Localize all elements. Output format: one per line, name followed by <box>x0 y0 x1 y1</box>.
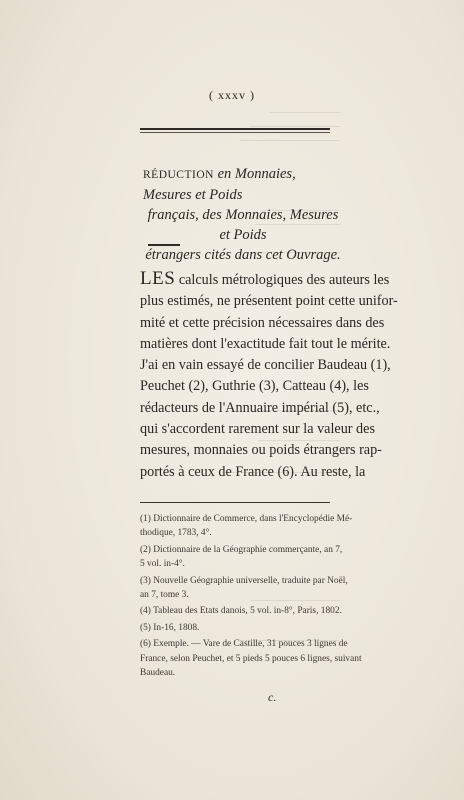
footnote-line: (1) Dictionnaire de Commerce, dans l'Encyclopédie Mé- <box>140 514 353 524</box>
header-rule-thin <box>140 132 330 133</box>
section-title <box>143 164 343 265</box>
body-line: portés à ceux de France (6). Au reste, la <box>140 463 366 480</box>
footnote-line: (4) Tableau des Etats danois, 5 vol. in-8°, Paris, 1802. <box>140 606 342 617</box>
body-paragraph <box>140 268 398 483</box>
footnote-5 <box>140 621 336 635</box>
body-line: LES calculs métrologiques des auteurs les <box>140 268 390 289</box>
body-line: mesures, monnaies ou poids étrangers rap- <box>140 442 382 459</box>
footnote-6 <box>140 637 362 680</box>
dropcap-word: LES <box>140 268 176 289</box>
section-divider <box>148 244 180 246</box>
header-rule <box>140 128 330 130</box>
title-line-1: RÉDUCTION en Monnaies, Mesures et Poids <box>143 166 296 203</box>
footnote-4 <box>140 604 342 618</box>
footnote-line: (6) Exemple. — Vare de Castille, 31 pouces 3 lignes de <box>140 639 348 650</box>
footnote-line: France, selon Peuchet, et 5 pieds 5 pouces 6 lignes, suivant <box>140 653 362 664</box>
footnote-3 <box>140 574 348 603</box>
footnote-line: (5) In-16, 1808. <box>140 622 200 633</box>
footnote-line: thodique, 1783, 4°. <box>140 528 212 539</box>
title-smallcaps: RÉDUCTION <box>143 169 214 181</box>
footnote-line: 5 vol. in-4°. <box>140 559 185 570</box>
body-line: J'ai en vain essayé de concilier Baudeau (1), <box>140 357 391 374</box>
page-number: ( xxxv ) <box>209 88 255 102</box>
title-line-3: étrangers cités dans cet Ouvrage. <box>145 247 341 263</box>
footnote-line: (3) Nouvelle Géographie universelle, traduite par Noël, <box>140 575 348 586</box>
footnote-line: an 7, tome 3. <box>140 590 189 601</box>
catchword: c. <box>268 690 277 704</box>
body-line: Peuchet (2), Guthrie (3), Catteau (4), les <box>140 378 369 395</box>
body-line: mité et cette précision nécessaires dans des <box>140 314 385 331</box>
footnote-1 <box>140 512 353 541</box>
body-line: rédacteurs de l'Annuaire impérial (5), etc., <box>140 399 380 416</box>
footnotes <box>140 512 362 682</box>
title-line-2: français, des Monnaies, Mesures et Poids <box>147 207 339 243</box>
body-line: plus estimés, ne présentent point cette unifor- <box>140 293 398 310</box>
footnote-rule <box>140 502 330 503</box>
body-line: matières dont l'exactitude fait tout le mérite. <box>140 335 391 352</box>
body-line: qui s'accordent rarement sur la valeur des <box>140 421 375 438</box>
footnote-line: (2) Dictionnaire de la Géographie commerçante, an 7, <box>140 544 343 555</box>
footnote-2 <box>140 543 343 572</box>
footnote-line: Baudeau. <box>140 668 176 679</box>
